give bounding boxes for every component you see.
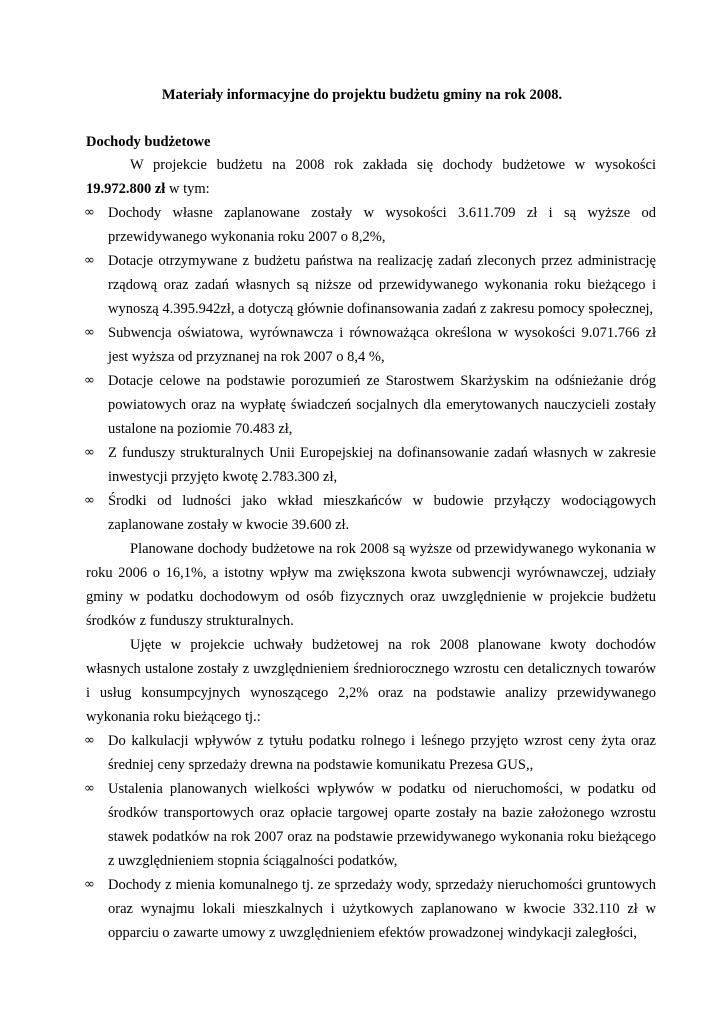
- document-title: Materiały informacyjne do projektu budżetu gminy na rok 2008.: [161, 87, 563, 103]
- calculation-basis-list: [86, 729, 656, 945]
- list-item-text: Z funduszy strukturalnych Unii Europejskiej na dofinansowanie zadań własnych w zakresie inwestycji przyjęto kwotę 2.783.300 zł,: [108, 445, 656, 485]
- infinity-bullet-icon: ∞: [84, 253, 95, 268]
- list-item: [86, 729, 656, 777]
- infinity-bullet-icon: ∞: [84, 445, 95, 460]
- list-item-text: Subwencja oświatowa, wyrównawcza i równoważąca określona w wysokości 9.071.766 zł jest wyższa od przyznanej na rok 2007 o 8,4 %,: [108, 325, 656, 365]
- list-item-text: Dochody własne zaplanowane zostały w wysokości 3.611.709 zł i są wyższe od przewidywanego wykonania roku 2007 o 8,2%,: [108, 205, 656, 245]
- list-item-text: Dotacje celowe na podstawie porozumień ze Starostwem Skarżyskim na odśnieżanie dróg powiatowych oraz na wypłatę świadczeń socjalnych dla emerytowanych nauczycieli zostały ustalone na poziomie 70.483 zł,: [108, 373, 656, 437]
- infinity-bullet-icon: ∞: [84, 325, 95, 340]
- list-item: [86, 201, 656, 249]
- section-heading: Dochody budżetowe: [86, 134, 211, 150]
- total-amount: 19.972.800 zł: [86, 181, 166, 197]
- list-item-text: Ustalenia planowanych wielkości wpływów w podatku od nieruchomości, w podatku od środków transportowych oraz opłacie targowej oparte zostały na bazie założonego wzrostu stawek podatków na rok 2007 oraz na podstawie przewidywanego wykonania roku bieżącego z uwzględnieniem stopnia ściągalności podatków,: [108, 781, 656, 869]
- infinity-bullet-icon: ∞: [84, 733, 95, 748]
- infinity-bullet-icon: ∞: [84, 877, 95, 892]
- intro-text: W projekcie budżetu na 2008 rok zakłada się dochody budżetowe w wysokości: [130, 157, 656, 173]
- list-item: [86, 441, 656, 489]
- intro-paragraph: [86, 153, 656, 201]
- intro-text-end: w tym:: [165, 181, 210, 197]
- list-item: [86, 369, 656, 441]
- infinity-bullet-icon: ∞: [84, 493, 95, 508]
- body-paragraph: Ujęte w projekcie uchwały budżetowej na rok 2008 planowane kwoty dochodów własnych ustalone zostały z uwzględnieniem średniorocznego wzrostu cen detalicznych towarów i usług konsumpcyjnych wynoszącego 2,2% oraz na podstawie analizy przewidywanego wykonania roku bieżącego tj.:: [86, 637, 656, 725]
- list-item-text: Do kalkulacji wpływów z tytułu podatku rolnego i leśnego przyjęto wzrost ceny żyta oraz średniej ceny sprzedaży drewna na podstawie komunikatu Prezesa GUS,,: [108, 733, 656, 773]
- infinity-bullet-icon: ∞: [84, 373, 95, 388]
- infinity-bullet-icon: ∞: [84, 781, 95, 796]
- list-item: [86, 489, 656, 537]
- list-item: [86, 873, 656, 945]
- list-item: [86, 249, 656, 321]
- list-item: [86, 777, 656, 873]
- body-paragraph: Planowane dochody budżetowe na rok 2008 są wyższe od przewidywanego wykonania w roku 2006 o 16,1%, a istotny wpływ ma zwiększona kwota subwencji wyrównawczej, udziały gminy w podatku dochodowym od osób fizycznych oraz uwzględnienie w projekcie budżetu środków z funduszy strukturalnych.: [86, 541, 656, 629]
- list-item-text: Środki od ludności jako wkład mieszkańców w budowie przyłączy wodociągowych zaplanowane zostały w kwocie 39.600 zł.: [108, 493, 656, 533]
- infinity-bullet-icon: ∞: [84, 205, 95, 220]
- list-item: [86, 321, 656, 369]
- revenue-sources-list: [86, 201, 656, 537]
- list-item-text: Dochody z mienia komunalnego tj. ze sprzedaży wody, sprzedaży nieruchomości gruntowych oraz wynajmu lokali mieszkalnych i użytkowych zaplanowano w kwocie 332.110 zł w opparciu o zawarte umowy z uwzględnieniem efektów prowadzonej windykacji zaległości,: [108, 877, 656, 941]
- list-item-text: Dotacje otrzymywane z budżetu państwa na realizację zadań zleconych przez administrację rządową oraz zadań własnych są niższe od przewidywanego wykonania roku bieżącego i wynoszą 4.395.942zł, a dotyczą głównie dofinansowania zadań z zakresu pomocy społecznej,: [108, 253, 656, 317]
- document-body: [86, 153, 656, 945]
